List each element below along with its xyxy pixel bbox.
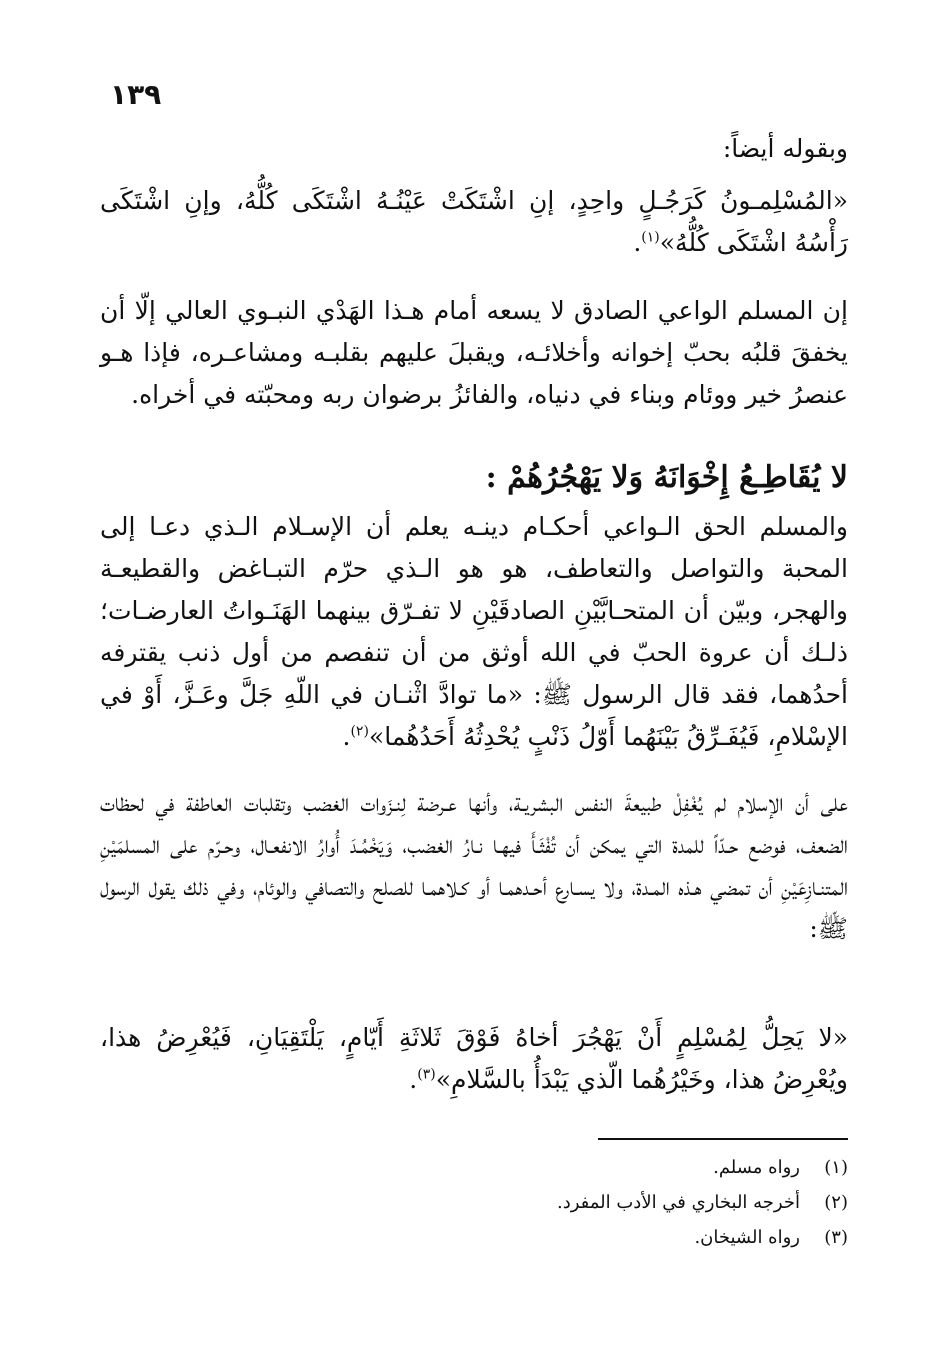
- footnote-item: [400, 1185, 848, 1220]
- hadith-quote-2-text: «لا يَحِلُّ لِمُسْلِمٍ أَنْ يَهْجُرَ أخاهُ فَوْقَ ثَلاثَةِ أَيّامٍ، يَلْتَقِيَانِ، فَيُعْرِضُ هذا، ويُعْرِضُ هذا، وخَيْرُهُما الّذي يَبْدَأُ بالسَّلامِ»: [100, 1023, 848, 1094]
- footnote-number: (٣): [824, 1227, 848, 1248]
- footnote-ref-2: (٢): [350, 723, 369, 740]
- footnote-divider: [598, 1138, 848, 1140]
- footnote-number: (١): [824, 1157, 848, 1178]
- footnote-item: [400, 1150, 848, 1185]
- paragraph-2-text: والمسلم الحق الـواعي أحكـام دينـه يعلم أن الإسـلام الـذي دعـا إلى المحبة والتواصل والتعاطف، هو هو الـذي حرّم التبـاغض والقطيعـة والهجر، وبيّن أن المتحـابَّيْنِ الصادقَيْنِ لا تفـرّق بينهما الهَنَـواتُ العارضـات؛ ذلـك أن عروة الحبّ في الله أوثق من أن تنفصم من أول ذنب يقترفه أحدُهما، فقد قال الرسول ﷺ: «ما توادَّ اثْنـان في اللّهِ جَلَّ وعَـزَّ، أَوْ في الإسْلامِ، فَيُفَـرِّقُ بَيْنَهُما أَوّلُ ذَنْبٍ يُحْدِثُهُ أَحَدُهُما»: [100, 512, 848, 751]
- section-heading: لا يُقَاطِـعُ إِخْوَانَهُ وَلا يَهْجُرُهُمْ :: [485, 460, 848, 495]
- footnote-ref-1: (١): [641, 229, 660, 246]
- footnote-text: رواه مسلم.: [713, 1157, 800, 1178]
- paragraph-2-end: .: [342, 722, 351, 751]
- footnote-item: [400, 1220, 848, 1255]
- paragraph-3: على أن الإسلام لم يُغْفِلْ طبيعةَ النفس البشريـة، وأنها عـرضة لِنـزَوات الغضب وتقلبات العاطفة في لحظات الضعف، فوضع حـدّاً للمدة التي يمكن أن تُفْثَـأَ فيهـا نـارُ الغضب، وَيَخْمُـدَ أُوارُ الانفعـال، وحـرّم على المسلمَيْنِ المتنـازِعَيْنِ أن تمضي هـذه المـدة، ولا يسـارع أحـدهمـا أو كـلاهمـا للصلح والتصافي والوئام، وفي ذلك يقول الرسول ﷺ:: [100, 788, 848, 943]
- hadith-quote-2: [100, 1017, 848, 1101]
- footnote-ref-3: (٣): [417, 1066, 436, 1083]
- hadith-quote-1-text: «المُسْلِمـونُ كَرَجُـلٍ واحِدٍ، إنِ اشْتَكَتْ عَيْنُـهُ اشْتَكَى كُلُّهُ، وإنِ اشْتَكَى رَأْسُهُ اشْتَكَى كُلُّهُ»: [100, 186, 848, 257]
- hadith-quote-1-end: .: [633, 228, 642, 257]
- intro-line: وبقوله أيضاً:: [722, 134, 848, 163]
- footnote-text: رواه الشيخان.: [694, 1227, 800, 1248]
- paragraph-1: إن المسلم الواعي الصادق لا يسعه أمام هـذا الهَدْي النبـوي العالي إلّا أن يخفقَ قلبُه بحبّ إخوانه وأخلائـه، ويقبلَ عليهم بقلبـه ومشاعـره، فإذا هـو عنصرُ خير ووئام وبناء في دنياه، والفائزُ برضوان ربه ومحبّته في أخراه.: [100, 296, 848, 409]
- paragraph-2: [100, 506, 848, 758]
- hadith-quote-1: [100, 180, 848, 264]
- footnote-text: أخرجه البخاري في الأدب المفرد.: [556, 1192, 800, 1213]
- hadith-quote-2-end: .: [409, 1065, 418, 1094]
- footnote-number: (٢): [824, 1192, 848, 1213]
- page-number: ١٣٩: [110, 78, 162, 111]
- footnotes-list: [400, 1150, 848, 1255]
